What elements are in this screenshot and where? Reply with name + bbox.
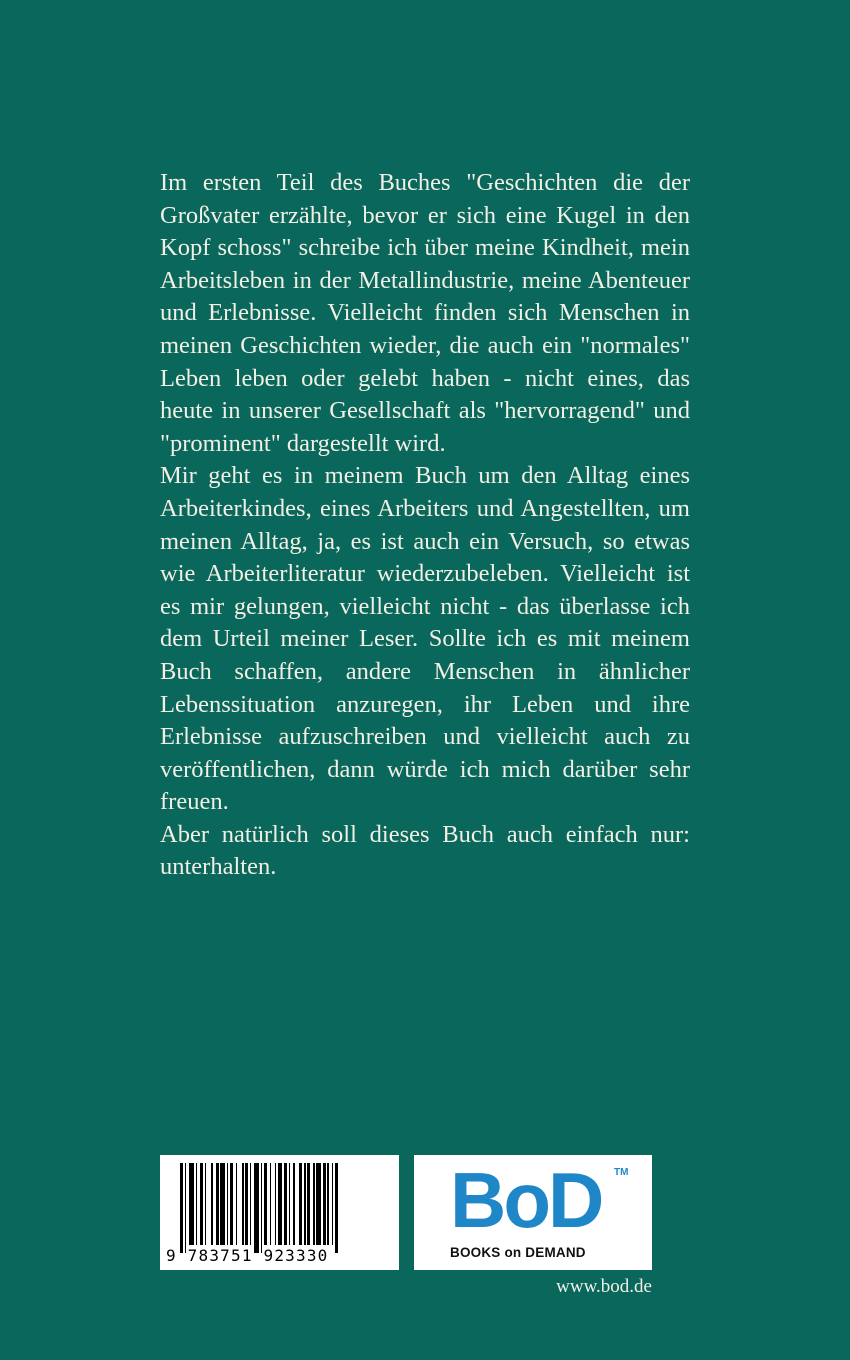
- barcode-bars: [180, 1163, 390, 1245]
- barcode-bar: [189, 1163, 194, 1245]
- barcode-bar: [327, 1163, 329, 1245]
- blurb-paragraph-3: Aber natürlich soll dieses Buch auch einfach nur: unterhalten.: [160, 820, 690, 881]
- barcode-bar: [216, 1163, 219, 1245]
- publisher-tagline: BOOKS on DEMAND: [450, 1245, 586, 1260]
- barcode-bar: [316, 1163, 321, 1245]
- barcode-bar: [185, 1163, 187, 1253]
- barcode-bar: [205, 1163, 207, 1245]
- barcode-bar: [289, 1163, 291, 1245]
- barcode-bar: [275, 1163, 277, 1245]
- barcode-bar: [230, 1163, 233, 1245]
- barcode-bar: [200, 1163, 203, 1245]
- blurb-paragraph-1: Im ersten Teil des Buches "Geschichten die der Großvater erzählte, bevor er sich eine Kugel in den Kopf schoss" schreibe ich über meine Kindheit, mein Arbeitsleben in der Metallindustrie, meine Abenteuer und Erlebnisse. Vielleicht finden sich Menschen in meinen Geschichten wieder, die auch ein "normales" Leben leben oder gelebt haben - nicht eines, das heute in unserer Gesellschaft als "hervorragend" und "prominent" dargestellt wird.: [160, 169, 690, 457]
- barcode-bar: [335, 1163, 338, 1253]
- barcode-bar: [332, 1163, 334, 1245]
- barcode-bar: [261, 1163, 263, 1253]
- barcode-bar: [196, 1163, 198, 1245]
- barcode-bar: [227, 1163, 229, 1245]
- barcode-bar: [254, 1163, 259, 1253]
- barcode-bar: [250, 1163, 252, 1245]
- isbn-number: 9 783751 923330: [166, 1246, 329, 1265]
- barcode-bar: [245, 1163, 248, 1245]
- barcode-bar: [270, 1163, 272, 1245]
- barcode-bar: [293, 1163, 295, 1245]
- barcode-bar: [211, 1163, 213, 1245]
- back-cover-blurb: [160, 167, 690, 884]
- barcode-bar: [180, 1163, 183, 1253]
- isbn-barcode: [160, 1155, 399, 1270]
- publisher-url: www.bod.de: [556, 1276, 652, 1297]
- barcode-bar: [242, 1163, 244, 1245]
- blurb-paragraph-2: Mir geht es in meinem Buch um den Alltag eines Arbeiterkindes, eines Arbeiters und Angestellten, um meinen Alltag, ja, es ist auch ein Versuch, so etwas wie Arbeiterliteratur wiederzubeleben. Vielleicht ist es mir gelungen, vielleicht nicht - das überlasse ich dem Urteil meiner Leser. Sollte ich es mit meinem Buch schaffen, andere Menschen in ähnlicher Lebenssituation anzuregen, ihr Leben und ihre Erlebnisse aufzuschreiben und vielleicht auch zu veröffentlichen, dann würde ich mich darüber sehr freuen.: [160, 462, 690, 816]
- barcode-bar: [278, 1163, 283, 1245]
- barcode-bar: [220, 1163, 225, 1245]
- barcode-bar: [236, 1163, 238, 1245]
- barcode-bar: [304, 1163, 306, 1245]
- publisher-logo-box: [414, 1155, 652, 1270]
- barcode-bar: [284, 1163, 287, 1245]
- barcode-bar: [323, 1163, 326, 1245]
- barcode-bar: [299, 1163, 302, 1245]
- trademark-mark: TM: [614, 1167, 629, 1178]
- barcode-bar: [307, 1163, 310, 1245]
- barcode-bar: [264, 1163, 267, 1245]
- barcode-bar: [313, 1163, 315, 1245]
- bod-logo: BoD: [450, 1156, 602, 1244]
